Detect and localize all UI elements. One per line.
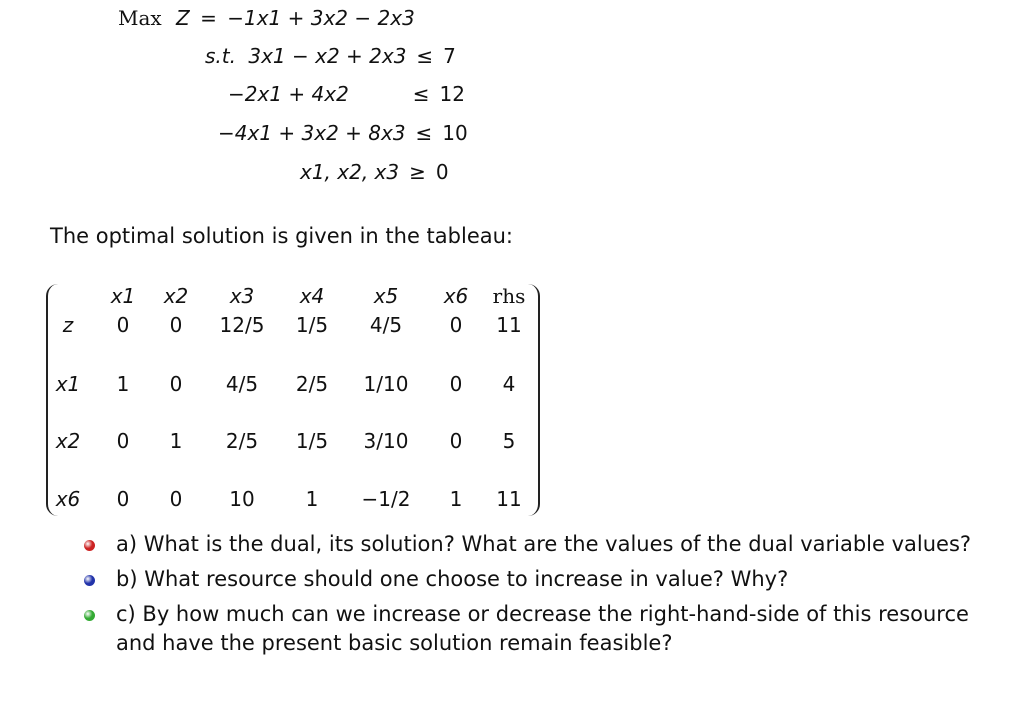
tableau-cell: 1/5	[295, 313, 329, 337]
column-header: x5	[373, 284, 399, 308]
objective-row	[118, 6, 415, 30]
simplex-tableau	[46, 284, 540, 516]
tableau-cell: 1/10	[363, 372, 409, 396]
constraint-relation: ≥	[409, 160, 426, 184]
tableau-cell: 11	[496, 313, 522, 337]
tableau-row	[46, 429, 540, 459]
tableau-cell: 1/5	[295, 429, 329, 453]
constraint-rhs: 10	[442, 121, 468, 145]
tableau-cell: 11	[496, 487, 522, 511]
tableau-cell: 10	[229, 487, 255, 511]
question-item-c	[82, 600, 1002, 658]
constraint-rhs: 12	[439, 82, 465, 106]
column-header: x6	[443, 284, 469, 308]
lp-formulation	[0, 4, 1024, 194]
question-item-a	[82, 530, 1002, 559]
tableau-cell: 0	[169, 372, 183, 396]
tableau-cell: −1/2	[361, 487, 411, 511]
constraint-lhs: 3x1 − x2 + 2x3	[248, 44, 407, 68]
tableau-cell: 1	[169, 429, 183, 453]
constraint-relation: ≤	[412, 82, 430, 106]
tableau-cell: 4	[502, 372, 516, 396]
column-header: x4	[299, 284, 325, 308]
tableau-row	[46, 372, 540, 402]
question-text: b) What resource should one choose to increase in value? Why?	[116, 567, 789, 591]
tableau-cell: 3/10	[363, 429, 409, 453]
tableau-cell: 1	[449, 487, 463, 511]
tableau-cell: 0	[169, 487, 183, 511]
tableau-cell: 2/5	[295, 372, 329, 396]
tableau-cell: 1	[116, 372, 130, 396]
constraint-lhs: x1, x2, x3	[300, 160, 400, 184]
subject-to-label: s.t.	[205, 44, 236, 68]
bullet-dot-icon	[84, 575, 95, 586]
tableau-cell: 0	[169, 313, 183, 337]
constraint-relation: ≤	[416, 44, 434, 68]
constraint-row	[218, 121, 468, 145]
constraint-lhs: −4x1 + 3x2 + 8x3	[218, 121, 406, 145]
tableau-cell: 0	[116, 487, 130, 511]
tableau-cell: 0	[116, 313, 130, 337]
row-label: x2	[55, 429, 81, 453]
tableau-cell: 0	[449, 372, 463, 396]
tableau-row	[46, 313, 540, 343]
row-label: x6	[55, 487, 81, 511]
tableau-cell: 12/5	[219, 313, 265, 337]
row-label: x1	[55, 372, 81, 396]
constraint-lhs: −2x1 + 4x2	[228, 82, 349, 106]
question-text: c) By how much can we increase or decrease the right-hand-side of this resource and have the present basic solution remain feasible?	[116, 602, 969, 655]
tableau-cell: 2/5	[225, 429, 259, 453]
question-item-b	[82, 565, 1002, 594]
column-header: x3	[229, 284, 255, 308]
constraint-relation: ≤	[415, 121, 433, 145]
tableau-cell: 0	[449, 313, 463, 337]
objective-equals: =	[200, 6, 217, 30]
max-keyword: Max	[118, 6, 162, 30]
tableau-cell: 4/5	[369, 313, 403, 337]
constraint-rhs: 0	[435, 160, 449, 184]
tableau-cell: 0	[116, 429, 130, 453]
question-text: a) What is the dual, its solution? What are the values of the dual variable values?	[116, 532, 972, 556]
intro-text: The optimal solution is given in the tableau:	[50, 224, 513, 248]
column-header: rhs	[492, 284, 526, 308]
constraint-rhs: 7	[443, 44, 456, 68]
tableau-cell: 0	[449, 429, 463, 453]
constraint-row	[205, 44, 456, 68]
tableau-header-row	[46, 284, 540, 314]
objective-variable: Z	[176, 6, 190, 30]
column-header: x2	[163, 284, 189, 308]
column-header: x1	[110, 284, 136, 308]
tableau-row	[46, 487, 540, 517]
bullet-dot-icon	[84, 610, 95, 621]
tableau-cell: 5	[502, 429, 516, 453]
objective-expression: −1x1 + 3x2 − 2x3	[227, 6, 415, 30]
tableau-cell: 1	[305, 487, 319, 511]
question-list	[82, 530, 1002, 664]
row-label: z	[62, 313, 74, 337]
constraint-row	[228, 82, 465, 106]
nonnegativity-row	[300, 160, 449, 184]
tableau-cell: 4/5	[225, 372, 259, 396]
bullet-dot-icon	[84, 540, 95, 551]
